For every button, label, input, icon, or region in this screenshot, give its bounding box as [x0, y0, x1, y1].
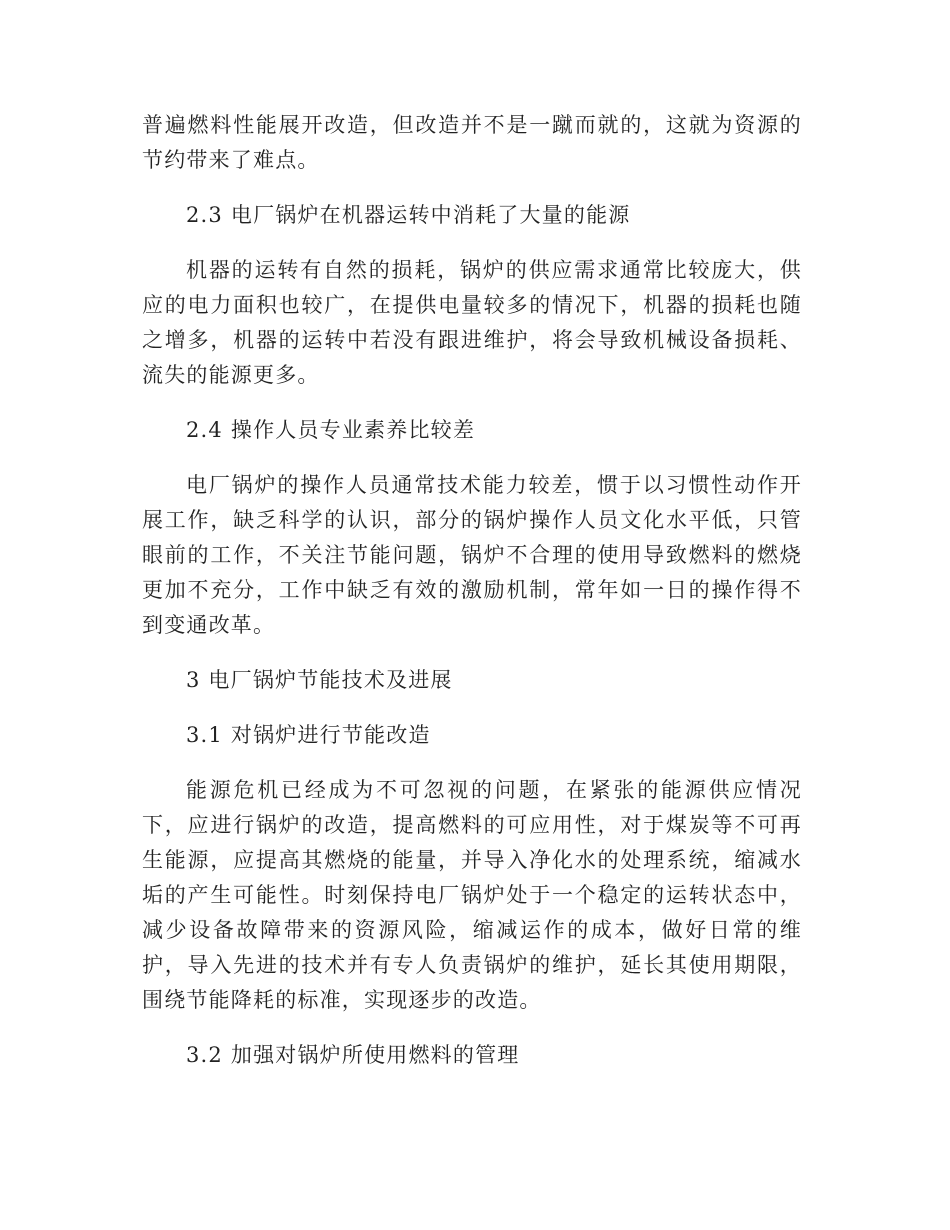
section-heading-2-4: 2.4 操作人员专业素养比较差 — [186, 418, 476, 442]
paragraph-machine-wear: 机器的运转有自然的损耗，锅炉的供应需求通常比较庞大，供应的电力面积也较广，在提供电量较多的情况下，机器的损耗也随之增多，机器的运转中若没有跟进维护，将会导致机械设备损耗、流失的能源更多。 — [142, 258, 802, 387]
section-heading-3-2: 3.2 加强对锅炉所使用燃料的管理 — [186, 1043, 520, 1067]
document-body — [142, 108, 802, 1093]
paragraph-continuation: 普遍燃料性能展开改造，但改造并不是一蹴而就的，这就为资源的节约带来了难点。 — [142, 113, 802, 172]
section-heading-2-3: 2.3 电厂锅炉在机器运转中消耗了大量的能源 — [186, 203, 631, 227]
section-heading-3: 3 电厂锅炉节能技术及进展 — [186, 668, 453, 692]
paragraph-operator-skills: 电厂锅炉的操作人员通常技术能力较差，惯于以习惯性动作开展工作，缺乏科学的认识，部分的锅炉操作人员文化水平低，只管眼前的工作，不关注节能问题，锅炉不合理的使用导致燃料的燃烧更加不充分，工作中缺乏有效的激励机制，常年如一日的操作得不到变通改革。 — [142, 473, 802, 637]
paragraph-energy-retrofit: 能源危机已经成为不可忽视的问题，在紧张的能源供应情况下，应进行锅炉的改造，提高燃料的可应用性，对于煤炭等不可再生能源，应提高其燃烧的能量，并导入净化水的处理系统，缩减水垢的产生可能性。时刻保持电厂锅炉处于一个稳定的运转状态中，减少设备故障带来的资源风险，缩减运作的成本，做好日常的维护，导入先进的技术并有专人负责锅炉的维护，延长其使用期限，围绕节能降耗的标准，实现逐步的改造。 — [142, 778, 802, 1012]
section-heading-3-1: 3.1 对锅炉进行节能改造 — [186, 723, 431, 747]
